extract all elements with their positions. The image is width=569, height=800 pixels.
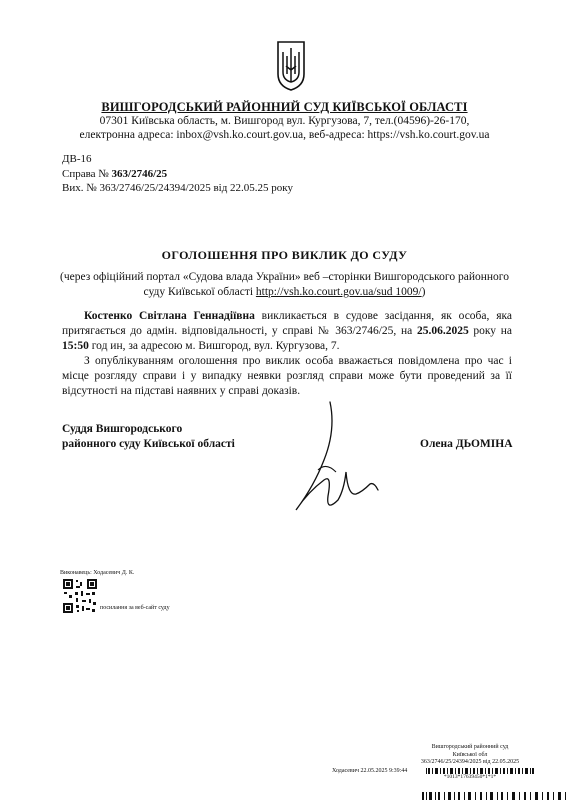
coat-of-arms-icon — [276, 40, 306, 92]
judge-name: Олена ДЬОМІНА — [420, 438, 513, 450]
document-code: ДВ-16 — [62, 153, 92, 165]
judge-title-line1: Суддя Вишгородського — [62, 423, 183, 435]
hearing-time: 15:50 — [62, 340, 89, 352]
court-address: 07301 Київська область, м. Вишгород вул. Кургузова, 7, тел.(04596)-26-170, — [99, 115, 470, 127]
executor-note: Виконавець: Ходасевич Д. К. — [60, 570, 135, 576]
summons-text-3: год ин, за адресою м. Вишгород, вул. Кургузова, 7. — [88, 340, 340, 352]
notice-paragraph: З опублікуванням оголошення про виклик особа вважається повідомлена про час і місце розгляду справи і у випадку неявки розгляд справи може бути проведений за її відсутності на підставі наявних у справі доказів. — [62, 355, 512, 397]
summons-text-1: викликається в судове засідання, як особа, яка притягається до адмін. відповідальності, у справі № 363/2746/25, на — [62, 310, 513, 337]
page-title: ОГОЛОШЕННЯ ПРО ВИКЛИК ДО СУДУ — [161, 248, 408, 262]
page-barcode — [420, 792, 569, 800]
judge-title — [62, 422, 235, 452]
qr-caption: посилання за веб-сайт суду — [100, 605, 170, 611]
portal-note-suffix: ) — [421, 286, 426, 298]
case-line — [62, 168, 167, 180]
summons-text-2: року на — [468, 325, 513, 337]
qr-code[interactable] — [62, 578, 98, 614]
court-website-link[interactable]: http://vsh.ko.court.gov.ua/sud 1009/ — [255, 286, 422, 298]
portal-note-prefix: суду Київської області — [143, 286, 256, 298]
court-name: ВИШГОРОДСЬКИЙ РАЙОННИЙ СУД КИЇВСЬКОЇ ОБЛАСТІ — [101, 100, 468, 114]
summons-paragraph — [62, 309, 512, 354]
stamp-court-line1: Вишгородський районний суд — [431, 744, 509, 750]
stamp-code: *1013*17639450*1*1* — [443, 774, 497, 780]
summoned-person: Костенко Світлана Геннадіївна — [84, 310, 255, 322]
portal-note-line2 — [0, 286, 569, 298]
portal-note-line1: (через офіційний портал «Судова влада України» веб –сторінки Вишгородського районного — [60, 271, 509, 283]
stamp-registrar: Ходасевич 22.05.2025 9:39:44 — [332, 768, 408, 774]
outgoing-number: Вих. № 363/2746/25/24394/2025 від 22.05.25 року — [62, 182, 293, 194]
summons-body — [62, 309, 512, 399]
case-prefix: Справа № — [62, 168, 112, 180]
registration-stamp-court — [390, 744, 550, 759]
hearing-date: 25.06.2025 — [416, 325, 469, 337]
stamp-court-line2: Київської обл — [452, 751, 488, 758]
judge-title-line2: районного суду Київської області — [62, 438, 235, 450]
handwritten-signature — [278, 400, 388, 520]
stamp-case-number: 363/2746/25/24394/2025 від 22.05.2025 — [420, 759, 520, 765]
case-number: 363/2746/25 — [111, 168, 168, 180]
court-contacts: електронна адреса: inbox@vsh.ko.court.gov.ua, веб-адреса: https://vsh.ko.court.gov.ua — [79, 129, 490, 141]
